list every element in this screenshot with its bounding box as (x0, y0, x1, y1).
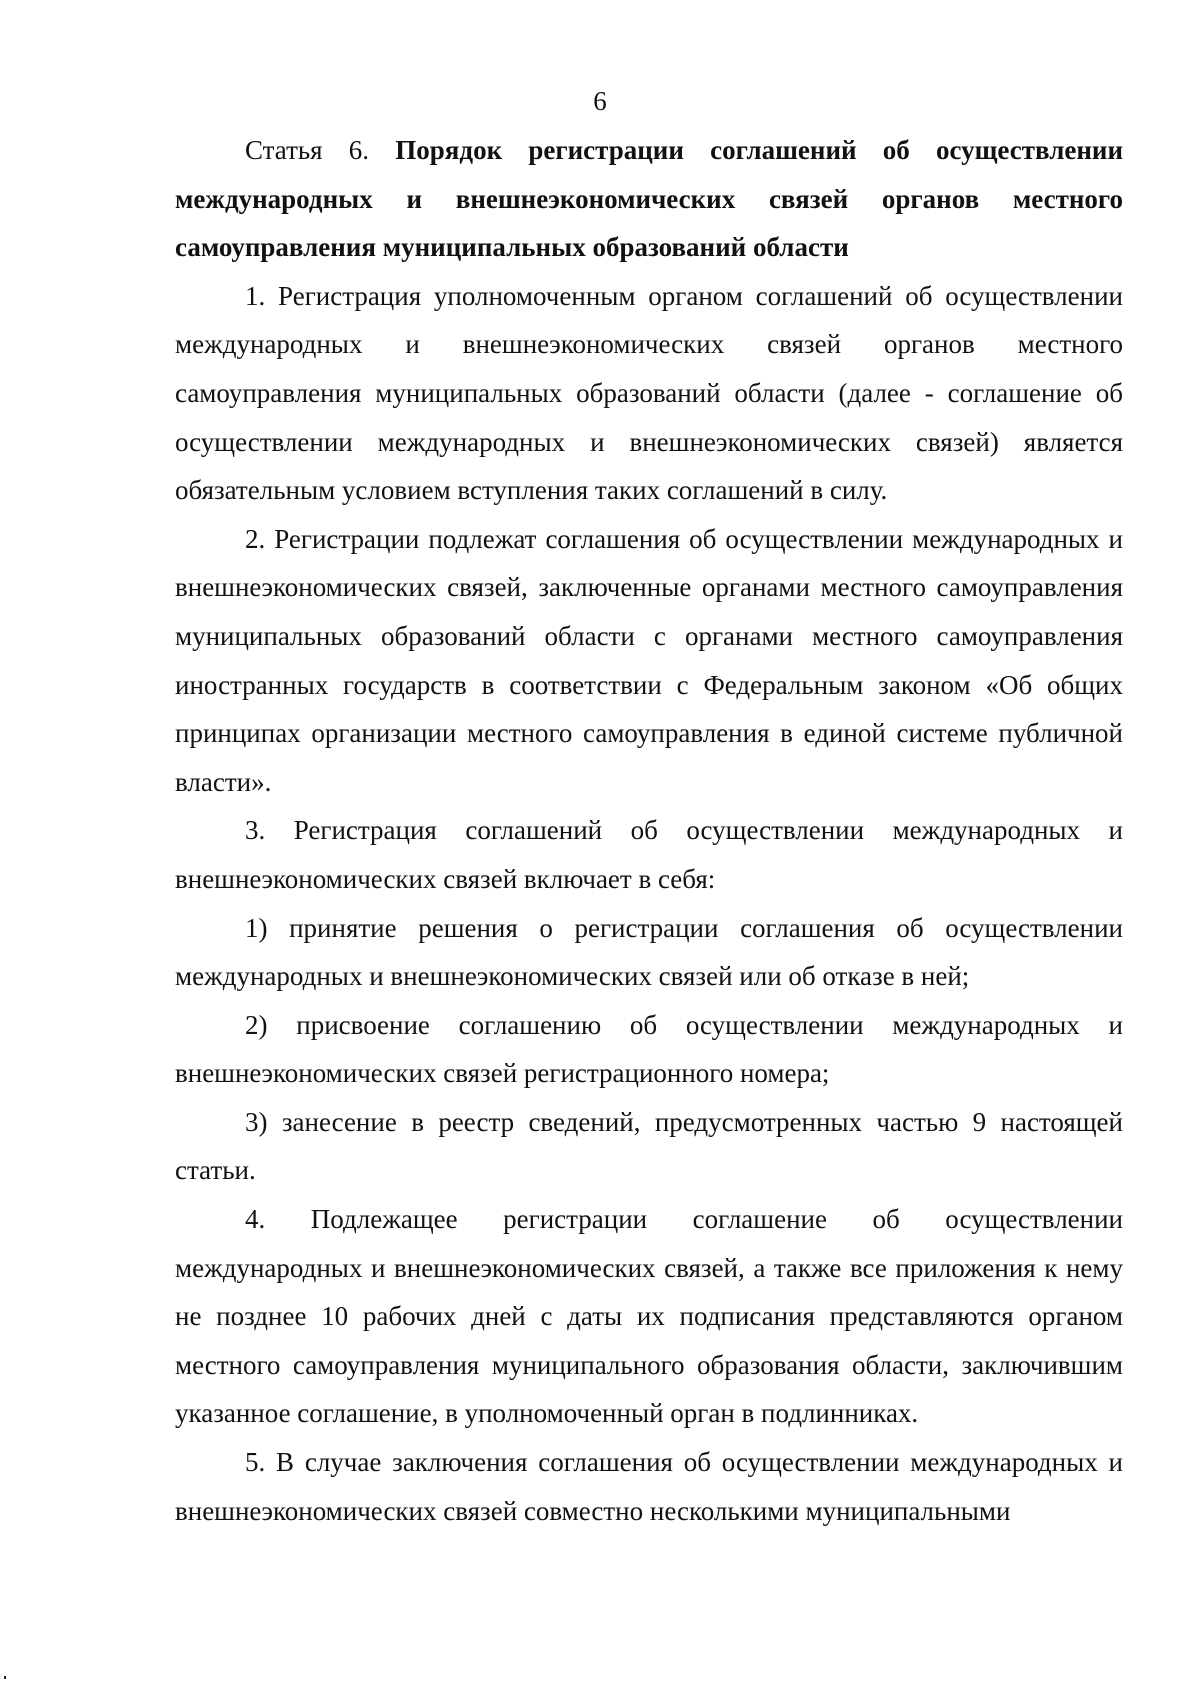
list-item-3: 3) занесение в реестр сведений, предусмотренных частью 9 настоящей статьи. (175, 1106, 1123, 1186)
list-item-1: 1) принятие решения о регистрации соглашения об осуществлении международных и внешнеэкономических связей или об отказе в ней; (175, 912, 1123, 992)
paragraph-2: 2. Регистрации подлежат соглашения об осуществлении международных и внешнеэкономических связей, заключенные органами местного самоуправления муниципальных образований области с органами местного самоуправления иностранных государств в соответствии с Федеральным законом «Об общих принципах организации местного самоуправления в единой системе публичной власти». (175, 523, 1123, 797)
page-number: 6 (593, 86, 607, 116)
document-body (175, 126, 1123, 1535)
article-heading (175, 126, 1123, 272)
paragraph-4: 4. Подлежащее регистрации соглашение об осуществлении международных и внешнеэкономических связей, а также все приложения к нему не позднее 10 рабочих дней с даты их подписания представляются органом местного самоуправления муниципального образования области, заключившим указанное соглашение, в уполномоченный орган в подлинниках. (175, 1204, 1123, 1429)
article-prefix: Статья 6. (245, 135, 370, 165)
paragraph-1: 1. Регистрация уполномоченным органом соглашений об осуществлении международных и внешнеэкономических связей органов местного самоуправления муниципальных образований области (далее - соглашение об осуществлении международных и внешнеэкономических связей) является обязательным условием вступления таких соглашений в силу. (175, 280, 1123, 506)
paragraph-3: 3. Регистрация соглашений об осуществлении международных и внешнеэкономических связей включает в себя: (175, 815, 1123, 894)
paragraph-5: 5. В случае заключения соглашения об осуществлении международных и внешнеэкономических связей совместно несколькими муниципальными (175, 1447, 1123, 1526)
list-item-2: 2) присвоение соглашению об осуществлении международных и внешнеэкономических связей регистрационного номера; (175, 1009, 1123, 1089)
article-title: Порядок регистрации соглашений об осуществлении международных и внешнеэкономических связей органов местного самоуправления муниципальных образований области (175, 135, 1124, 263)
scan-speck (4, 1676, 6, 1679)
